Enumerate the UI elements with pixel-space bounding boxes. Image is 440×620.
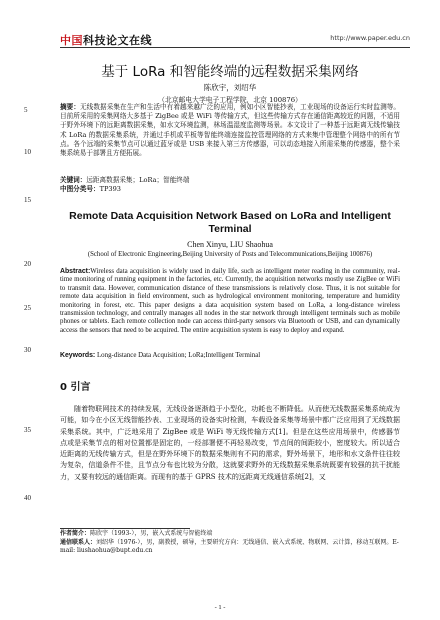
line-number: 25: [24, 304, 31, 312]
line-number: 30: [24, 346, 31, 354]
footnote-label: 通信联系人：: [60, 538, 97, 546]
abstract-label-chinese: 摘要：: [60, 103, 81, 111]
abstract-label-english: Abstract:: [60, 268, 91, 275]
title-english: Remote Data Acquisition Network Based on LoRa and Intelligent Terminal: [69, 210, 391, 235]
classification-number: [60, 185, 400, 194]
abstract-line: 点。各个远端的采集节点可以通过蓝牙或是 USB 来接入第三方传感器，可以动态地接入所: [60, 139, 327, 148]
abstract-line: 的设备运行实时监测等。目前所采用的采集网络大多基于 ZigBee 或是 WiFi 等传输方式，但: [60, 103, 401, 121]
line-number: 20: [24, 260, 31, 268]
line-number: 35: [24, 426, 31, 434]
footnote: [60, 530, 400, 556]
keywords-english: [60, 352, 400, 359]
authors-english: Chen Xinyu, LIU Shaohua: [187, 240, 273, 249]
abstract-line: 需采集的传感器，整个采集系统易于部署且方便拓展。: [60, 139, 400, 158]
page-header: [60, 32, 410, 46]
authors-chinese: 陈欣宇，刘绍华: [203, 83, 257, 92]
footnote-line: [60, 539, 400, 556]
body-paragraph: 随着物联网技术的持续发展，无线设备逐渐趋于小型化，功耗也不断降低。从而使无线数据采集系统成为可能，如今在小区无线智能抄表、工业现场的设备实时检测，车载设备采集等场景中都广泛应用到了无线数据采集系统。其中，广泛地采用了 ZigBee 或是 WiFi 等无线传输方式[1]。但是在这些应用场景中，传感器节点或是采集节点的相对位置都是固定的，一经部署便不再轻易改变，节点间的间距较小，密度较大。所以适合近距离的无线传输方式，但是在野外环境下的数据采集则有不同的需求，野外场景下，地形和水文条件往往较为复杂，信道条件不佳，且节点分布也比较为分散，这就要求野外的无线数据采集系统既要有较强的抗干扰能力，又要有较远的通信距离。而现有的基于 GPRS 技术的远距离无线通信系统[2]，又: [60, 405, 400, 481]
abstract-line: 无线数据采集在生产和生活中有着越来越广泛的应用，例如小区智能抄表，工业现场: [80, 103, 327, 111]
footnote-label: 作者简介：: [60, 530, 91, 537]
abstract-line: 集系统，并通过手机或平板等智能终端连接监控管理网络的方式来集中管理整个网络中的所有节: [115, 130, 400, 139]
section-heading-introduction: 0 引言: [60, 382, 91, 393]
header-rule: [60, 47, 410, 48]
footnote-contact-info: 刘绍华（1976-），男，副教授，硕导，主要研究方向：无线通信、嵌入式系统、物联网、云计算，移动互联网。E-mail: liushaohua@bupt.edu.cn: [60, 538, 399, 555]
page-number: - 1 -: [214, 604, 226, 611]
affiliation-chinese: （北京邮电大学电子工程学院，北京 100876）: [158, 96, 302, 104]
keywords-value-english: Long-distance Data Acquisition; LoRa;Intelligent Terminal: [96, 352, 261, 359]
abstract-english: [60, 268, 400, 335]
abstract-text-english: Wireless data acquisition is widely used in daily life, such as intelligent meter reading in the community, real-time monitoring of running equipment in the factories, etc. Currently, the acquisition networks mostly use ZigBee or WiFi to transmit data. However, communication distance of these transmissions is relatively close. Thus, it is not suitable for remote data acquisition in field environment, such as hydrological environment monitoring, temperature and humidity monitoring in forest, etc. This paper designs a data acquisition system based on LoRa, a long-distance wireless transmission technology, and centrally manages all nodes in the star network through intelligent terminals such as mobile phones or tablets. Each remote collection node can access third-party sensors via Bluetooth or USB, and can dynamically access the sensors that need to be acquired. The entire acquisition system is easy to deploy and expand.: [60, 268, 400, 334]
keywords-label-chinese: 关键词：: [60, 176, 87, 184]
keywords-label-english: Keywords:: [60, 352, 96, 359]
abstract-line: 境监测，林场温湿度监测等场景。本文设计了一种基于远距离无线传输技术 LoRa 的数据采: [60, 121, 401, 139]
footnote-author-info: 陈欣宇（1993-），男，嵌入式系统与智能终端: [90, 530, 213, 537]
abstract-line: 这些传输方式存在通信距离较近的问题，不适用于野外环境下的远距离数据采集，如水文环: [60, 112, 401, 130]
line-number: 15: [24, 196, 31, 204]
body-text: [60, 404, 400, 483]
logo-part-red: 中国: [60, 34, 83, 47]
keywords-value-chinese: 远距离数据采集；LoRa；智能终端: [86, 176, 190, 184]
abstract-chinese: [60, 103, 400, 158]
footnote-line: [60, 530, 400, 539]
line-number: 10: [24, 148, 31, 156]
logo-part-black: 科技论文在线: [83, 34, 152, 47]
header-url[interactable]: http://www.paper.edu.cn: [330, 34, 410, 42]
journal-logo: [60, 32, 152, 48]
line-number: 40: [24, 494, 31, 502]
class-label: 中图分类号：: [60, 185, 100, 193]
line-number: 5: [24, 106, 28, 114]
footnote-rule: [60, 528, 190, 529]
title-chinese: 基于 LoRa 和智能终端的远程数据采集网络: [101, 64, 359, 80]
keywords-chinese: [60, 176, 400, 185]
affiliation-english: (School of Electronic Engineering,Beijing University of Posts and Telecommunications,Beijing 100876): [87, 251, 373, 258]
class-value: TP393: [99, 185, 121, 193]
